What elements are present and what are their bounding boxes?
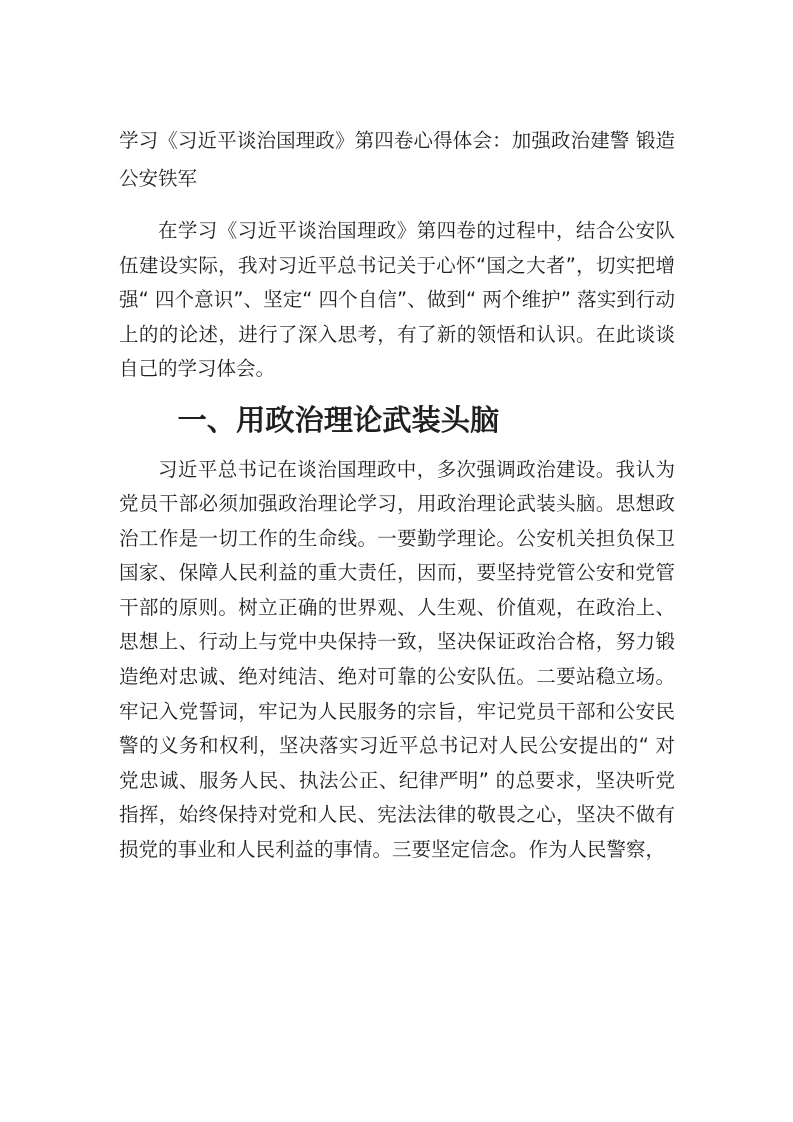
document-title: 学习《习近平谈治国理政》第四卷心得体会：加强政治建警 锻造公安铁军 (119, 129, 675, 190)
section-paragraph: 习近平总书记在谈治国理政中，多次强调政治建设。我认为党员干部必须加强政治理论学习，用政治理论武装头脑。思想政治工作是一切工作的生命线。一要勤学理论。公安机关担负保卫国家、保障人民利益的重大责任，因而，要坚持党管公安和党管干部的原则。树立正确的世界观、人生观、价值观，在政治上、思想上、行动上与党中央保持一致，坚决保证政治合格，努力锻造绝对忠诚、绝对纯洁、绝对可靠的公安队伍。二要站稳立场。牢记入党誓词，牢记为人民服务的宗旨，牢记党员干部和公安民警的义务和权利，坚决落实习近平总书记对人民公安提出的“ 对党忠诚、服务人民、执法公正、纪律严明” 的总要求，坚决听党指挥，始终保持对党和人民、宪法法律的敬畏之心，坚决不做有损党的事业和人民利益的事情。三要坚定信念。作为人民警察， (119, 457, 675, 862)
document-body (119, 122, 675, 884)
intro-paragraph: 在学习《习近平谈治国理政》第四卷的过程中，结合公安队伍建设实际，我对习近平总书记关于心怀“国之大者”，切实把增强“ 四个意识”、坚定“ 四个自信”、做到“ 两个维护” 落实到行动上的的论述，进行了深入思考，有了新的领悟和认识。在此谈谈自己的学习体会。 (119, 219, 675, 380)
section-heading: 一、用政治理论武装头脑 (177, 402, 500, 437)
